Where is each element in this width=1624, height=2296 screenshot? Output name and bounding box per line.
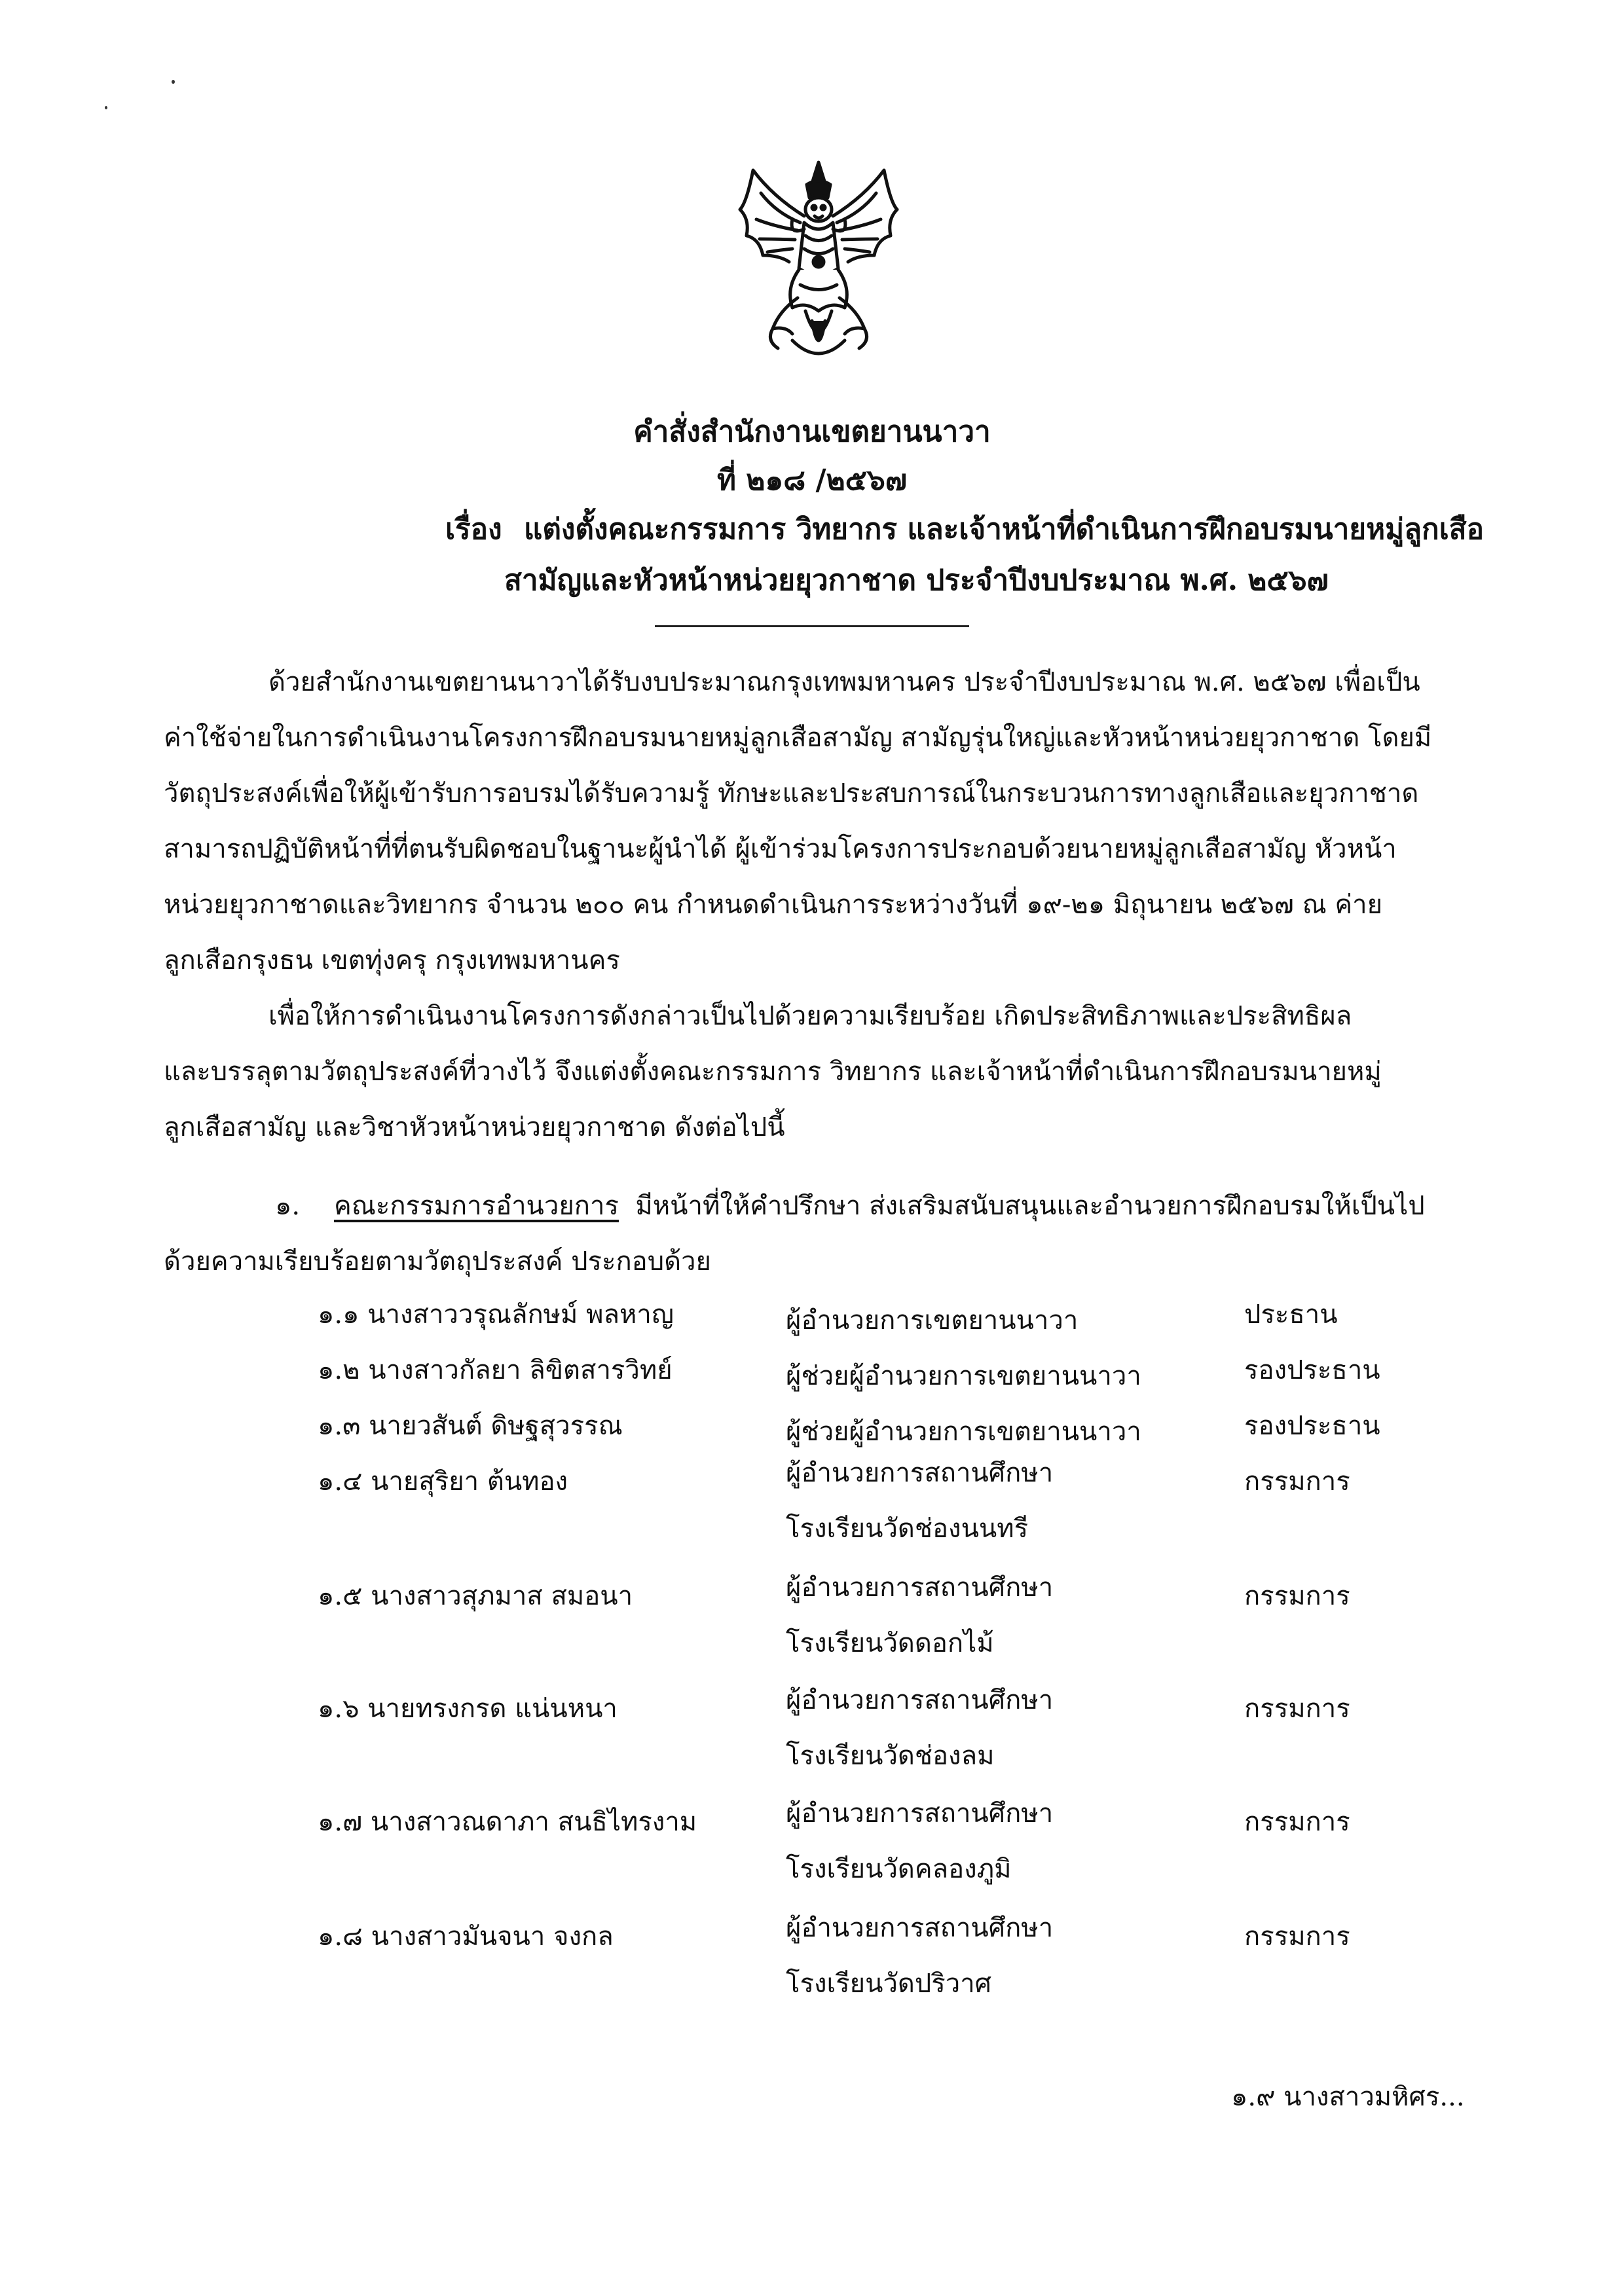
member-name: ๑.๗ นางสาวณดาภา สนธิไทรงาม bbox=[318, 1807, 697, 1837]
scan-speck bbox=[105, 106, 107, 109]
paragraph-1 bbox=[164, 655, 1473, 989]
member-role: ประธาน bbox=[1244, 1300, 1338, 1330]
member-school: โรงเรียนวัดดอกไม้ bbox=[786, 1628, 994, 1658]
committee-member bbox=[0, 1575, 1624, 1686]
scan-speck bbox=[172, 80, 175, 84]
member-position: ผู้อำนวยการสถานศึกษา bbox=[786, 1573, 1054, 1603]
title-divider bbox=[655, 625, 969, 627]
member-role: รองประธาน bbox=[1244, 1411, 1380, 1441]
paragraph-1-line: ค่าใช้จ่ายในการดำเนินงานโครงการฝึกอบรมนายหมู่ลูกเสือสามัญ สามัญรุ่นใหญ่และหัวหน้าหน่วยยุวกาชาด โดยมี bbox=[164, 723, 1432, 753]
member-school: โรงเรียนวัดคลองภูมิ bbox=[786, 1854, 1012, 1884]
member-role: กรรมการ bbox=[1244, 1694, 1350, 1724]
paragraph-1-line: ด้วยสำนักงานเขตยานนาวาได้รับงบประมาณกรุงเทพมหานคร ประจำปีงบประมาณ พ.ศ. ๒๕๖๗ เพื่อเป็น bbox=[268, 667, 1420, 697]
order-title: คำสั่งสำนักงานเขตยานนาวา bbox=[633, 415, 991, 448]
member-name: ๑.๕ นางสาวสุภมาส สมอนา bbox=[318, 1581, 633, 1611]
member-position: ผู้ช่วยผู้อำนวยการเขตยานนาวา bbox=[786, 1417, 1141, 1447]
paragraph-1-line: หน่วยยุวกาชาดและวิทยากร จำนวน ๒๐๐ คน กำหนดดำเนินการระหว่างวันที่ ๑๙-๒๑ มิถุนายน ๒๕๖๗ ณ ค่าย bbox=[164, 890, 1383, 920]
member-name: ๑.๓ นายวสันต์ ดิษฐสุวรรณ bbox=[318, 1411, 623, 1441]
paragraph-2-line: และบรรลุตามวัตถุประสงค์ที่วางไว้ จึงแต่งตั้งคณะกรรมการ วิทยากร และเจ้าหน้าที่ดำเนินการฝึกอบรมนายหมู่ bbox=[164, 1057, 1382, 1087]
member-position: ผู้ช่วยผู้อำนวยการเขตยานนาวา bbox=[786, 1361, 1141, 1391]
member-position: ผู้อำนวยการสถานศึกษา bbox=[786, 1685, 1054, 1715]
paragraph-1-line: สามารถปฏิบัติหน้าที่ที่ตนรับผิดชอบในฐานะผู้นำได้ ผู้เข้าร่วมโครงการประกอบด้วยนายหมู่ลูกเสือสามัญ หัวหน้า bbox=[164, 834, 1397, 864]
paragraph-1-line: วัตถุประสงค์เพื่อให้ผู้เข้ารับการอบรมได้รับความรู้ ทักษะและประสบการณ์ในกระบวนการทางลูกเสือและยุวกาชาด bbox=[164, 778, 1419, 809]
section-heading: คณะกรรมการอำนวยการ bbox=[334, 1191, 619, 1221]
member-name: ๑.๒ นางสาวกัลยา ลิขิตสารวิทย์ bbox=[318, 1355, 673, 1385]
paragraph-2-line: ลูกเสือสามัญ และวิชาหัวหน้าหน่วยยุวกาชาด ดังต่อไปนี้ bbox=[164, 1112, 785, 1142]
member-name: ๑.๔ นายสุริยา ต้นทอง bbox=[318, 1467, 568, 1497]
paragraph-1-line: ลูกเสือกรุงธน เขตทุ่งครุ กรุงเทพมหานคร bbox=[164, 945, 620, 975]
member-name: ๑.๑ นางสาววรุณลักษม์ พลหาญ bbox=[318, 1300, 674, 1330]
member-role: กรรมการ bbox=[1244, 1922, 1350, 1952]
paragraph-2 bbox=[164, 989, 1473, 1156]
garuda-emblem-icon bbox=[727, 157, 910, 373]
member-role: กรรมการ bbox=[1244, 1807, 1350, 1837]
member-position: ผู้อำนวยการสถานศึกษา bbox=[786, 1798, 1054, 1829]
continuation-note: ๑.๙ นางสาวมหิศร... bbox=[1231, 2082, 1465, 2112]
section-text-1: มีหน้าที่ให้คำปรึกษา ส่งเสริมสนับสนุนและอำนวยการฝึกอบรมให้เป็นไป bbox=[635, 1191, 1425, 1221]
order-number: ที่ ๒๑๘ /๒๕๖๗ bbox=[717, 464, 907, 497]
section-text-2: ด้วยความเรียบร้อยตามวัตถุประสงค์ ประกอบด้วย bbox=[164, 1247, 711, 1277]
committee-member bbox=[0, 1687, 1624, 1798]
member-role: กรรมการ bbox=[1244, 1467, 1350, 1497]
member-role: กรรมการ bbox=[1244, 1581, 1350, 1611]
section-number: ๑. bbox=[275, 1191, 301, 1221]
section-1 bbox=[164, 1178, 1473, 1290]
subject-label: เรื่อง bbox=[445, 513, 502, 546]
subject-line-2: สามัญและหัวหน้าหน่วยยุวกาชาด ประจำปีงบประมาณ พ.ศ. ๒๕๖๗ bbox=[504, 564, 1329, 597]
subject-line-1: แต่งตั้งคณะกรรมการ วิทยากร และเจ้าหน้าที่ดำเนินการฝึกอบรมนายหมู่ลูกเสือ bbox=[524, 513, 1485, 546]
member-name: ๑.๖ นายทรงกรด แน่นหนา bbox=[318, 1694, 618, 1724]
member-school: โรงเรียนวัดช่องลม bbox=[786, 1741, 995, 1771]
member-position: ผู้อำนวยการสถานศึกษา bbox=[786, 1913, 1054, 1943]
member-name: ๑.๘ นางสาวมันจนา จงกล bbox=[318, 1922, 614, 1952]
committee-member bbox=[0, 1915, 1624, 2026]
member-school: โรงเรียนวัดปริวาศ bbox=[786, 1969, 992, 1999]
member-position: ผู้อำนวยการสถานศึกษา bbox=[786, 1458, 1054, 1488]
committee-member bbox=[0, 1460, 1624, 1571]
paragraph-2-line: เพื่อให้การดำเนินงานโครงการดังกล่าวเป็นไปด้วยความเรียบร้อย เกิดประสิทธิภาพและประสิทธิผล bbox=[268, 1001, 1352, 1031]
member-role: รองประธาน bbox=[1244, 1355, 1380, 1385]
member-position: ผู้อำนวยการเขตยานนาวา bbox=[786, 1305, 1079, 1336]
order-subject bbox=[445, 504, 1485, 606]
committee-member bbox=[0, 1800, 1624, 1912]
member-school: โรงเรียนวัดช่องนนทรี bbox=[786, 1514, 1029, 1544]
